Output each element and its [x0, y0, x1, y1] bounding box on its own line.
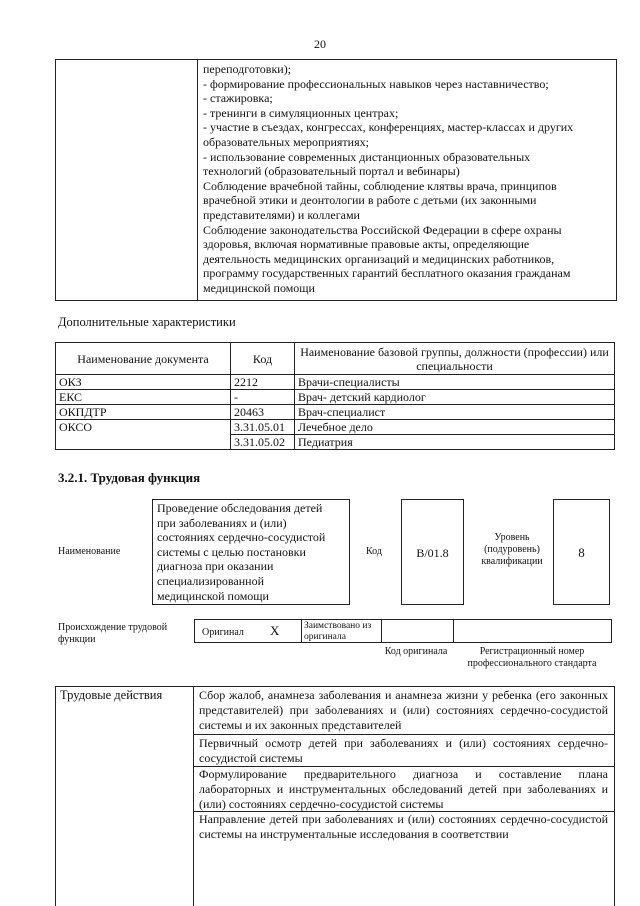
code-cell: 3.31.05.02 — [231, 435, 295, 450]
origin-row — [194, 619, 612, 643]
function-name-box — [152, 499, 350, 605]
function-code-box: В/01.8 — [401, 499, 464, 605]
original-code-caption: Код оригинала — [384, 646, 448, 657]
text-line: здоровья, включая нормативные правовые акты, определяющие — [203, 237, 530, 252]
level-label: Уровень (подуровень) квалификации — [481, 532, 543, 567]
header-group-name: Наименование базовой группы, должности (профессии) или специальности — [295, 343, 615, 375]
group-cell: Врачи-специалисты — [295, 375, 615, 390]
level-value-box: 8 — [553, 499, 610, 605]
text-line: медицинской помощи — [203, 280, 315, 295]
table-row — [56, 375, 615, 390]
text-line: технологий (образовательный портал и вебинары) — [203, 164, 460, 179]
origin-divider — [453, 620, 454, 642]
origin-divider — [301, 620, 302, 642]
text-line: - стажировка; — [203, 91, 273, 106]
text-line: - формирование профессиональных навыков через наставничество; — [203, 76, 549, 91]
code-label: Код — [366, 546, 382, 557]
group-cell: Врач-специалист — [295, 405, 615, 420]
text-line: - участие в съездах, конгрессах, конференциях, мастер-классах и других — [203, 120, 574, 135]
name-line: при заболеваниях и (или) — [157, 515, 287, 530]
doc-cell: ЕКС — [56, 390, 231, 405]
header-code: Код — [231, 343, 295, 375]
code-cell: - — [231, 390, 295, 405]
text-line: Соблюдение врачебной тайны, соблюдение клятвы врача, принципов — [203, 178, 557, 193]
name-label: Наименование — [58, 546, 121, 557]
name-line: диагноза при оказании — [157, 559, 274, 574]
education-conditions-cell — [203, 62, 611, 296]
original-label: Оригинал — [202, 627, 244, 638]
group-cell: Лечебное дело — [295, 420, 615, 435]
name-line: медицинской помощи — [157, 588, 269, 603]
additional-characteristics-title: Дополнительные характеристики — [58, 315, 236, 329]
doc-cell: ОКЗ — [56, 375, 231, 390]
additional-characteristics-table — [55, 342, 615, 450]
code-cell: 20463 — [231, 405, 295, 420]
labor-actions-table — [55, 686, 615, 906]
action-item: Формулирование предварительного диагноза и составление плана лабораторных и инструментальных обследований детей при заболеваниях и (или) состояниях сердечно-сосудистой системы — [199, 767, 608, 811]
doc-cell: ОКПДТР — [56, 405, 231, 420]
text-line: врачебной этики и деонтологии в работе с детьми (их законными — [203, 193, 537, 208]
text-line: - использование современных дистанционных образовательных — [203, 149, 531, 164]
column-divider — [197, 60, 198, 300]
action-item: Первичный осмотр детей при заболеваниях и (или) состояниях сердечно-сосудистой системы — [199, 736, 608, 765]
borrowed-label: Заимствовано из оригинала — [304, 621, 372, 642]
action-item: Направление детей при заболеваниях и (или) состояниях сердечно-сосудистой системы на инструментальные исследования в соответствии — [199, 812, 608, 841]
page-number: 20 — [314, 37, 326, 51]
registration-number-caption: Регистрационный номер профессионального стандарта — [467, 646, 597, 669]
labor-actions-label: Трудовые действия — [60, 688, 163, 702]
row-divider — [193, 734, 614, 735]
origin-label: Происхождение трудовой функции — [58, 622, 168, 645]
code-cell: 2212 — [231, 375, 295, 390]
action-item: Сбор жалоб, анамнеза заболевания и анамнеза жизни у ребенка (его законных представителей) при заболеваниях и (или) состояниях сердечно-сосудистой системы и их законных представителей — [199, 688, 608, 732]
text-line: деятельность медицинских организаций и медицинских работников, — [203, 251, 555, 266]
text-line: представителями) и коллегами — [203, 207, 360, 222]
table-row — [56, 420, 615, 435]
original-mark: X — [270, 623, 280, 638]
text-line: - тренинги в симуляционных центрах; — [203, 105, 399, 120]
table-row — [56, 390, 615, 405]
group-cell: Врач- детский кардиолог — [295, 390, 615, 405]
column-divider — [193, 687, 194, 906]
name-line: Проведение обследования детей — [157, 501, 323, 515]
table-header-row — [56, 343, 615, 375]
name-line: специализированной — [157, 573, 265, 588]
origin-divider — [381, 620, 382, 642]
doc-cell: ОКСО — [56, 420, 231, 450]
header-doc-name: Наименование документа — [56, 343, 231, 375]
text-line: программу государственных гарантий бесплатного оказания гражданам — [203, 266, 571, 281]
name-line: состояниях сердечно-сосудистой — [157, 530, 326, 545]
labor-function-heading: 3.2.1. Трудовая функция — [58, 470, 201, 485]
text-line: образовательных мероприятиях; — [203, 134, 369, 149]
text-line: Соблюдение законодательства Российской Федерации в сфере охраны — [203, 222, 562, 237]
qualification-continuation-table — [55, 59, 617, 301]
table-row — [56, 405, 615, 420]
group-cell: Педиатрия — [295, 435, 615, 450]
text-line: переподготовки); — [203, 62, 292, 76]
code-cell: 3.31.05.01 — [231, 420, 295, 435]
name-line: системы с целью постановки — [157, 544, 306, 559]
